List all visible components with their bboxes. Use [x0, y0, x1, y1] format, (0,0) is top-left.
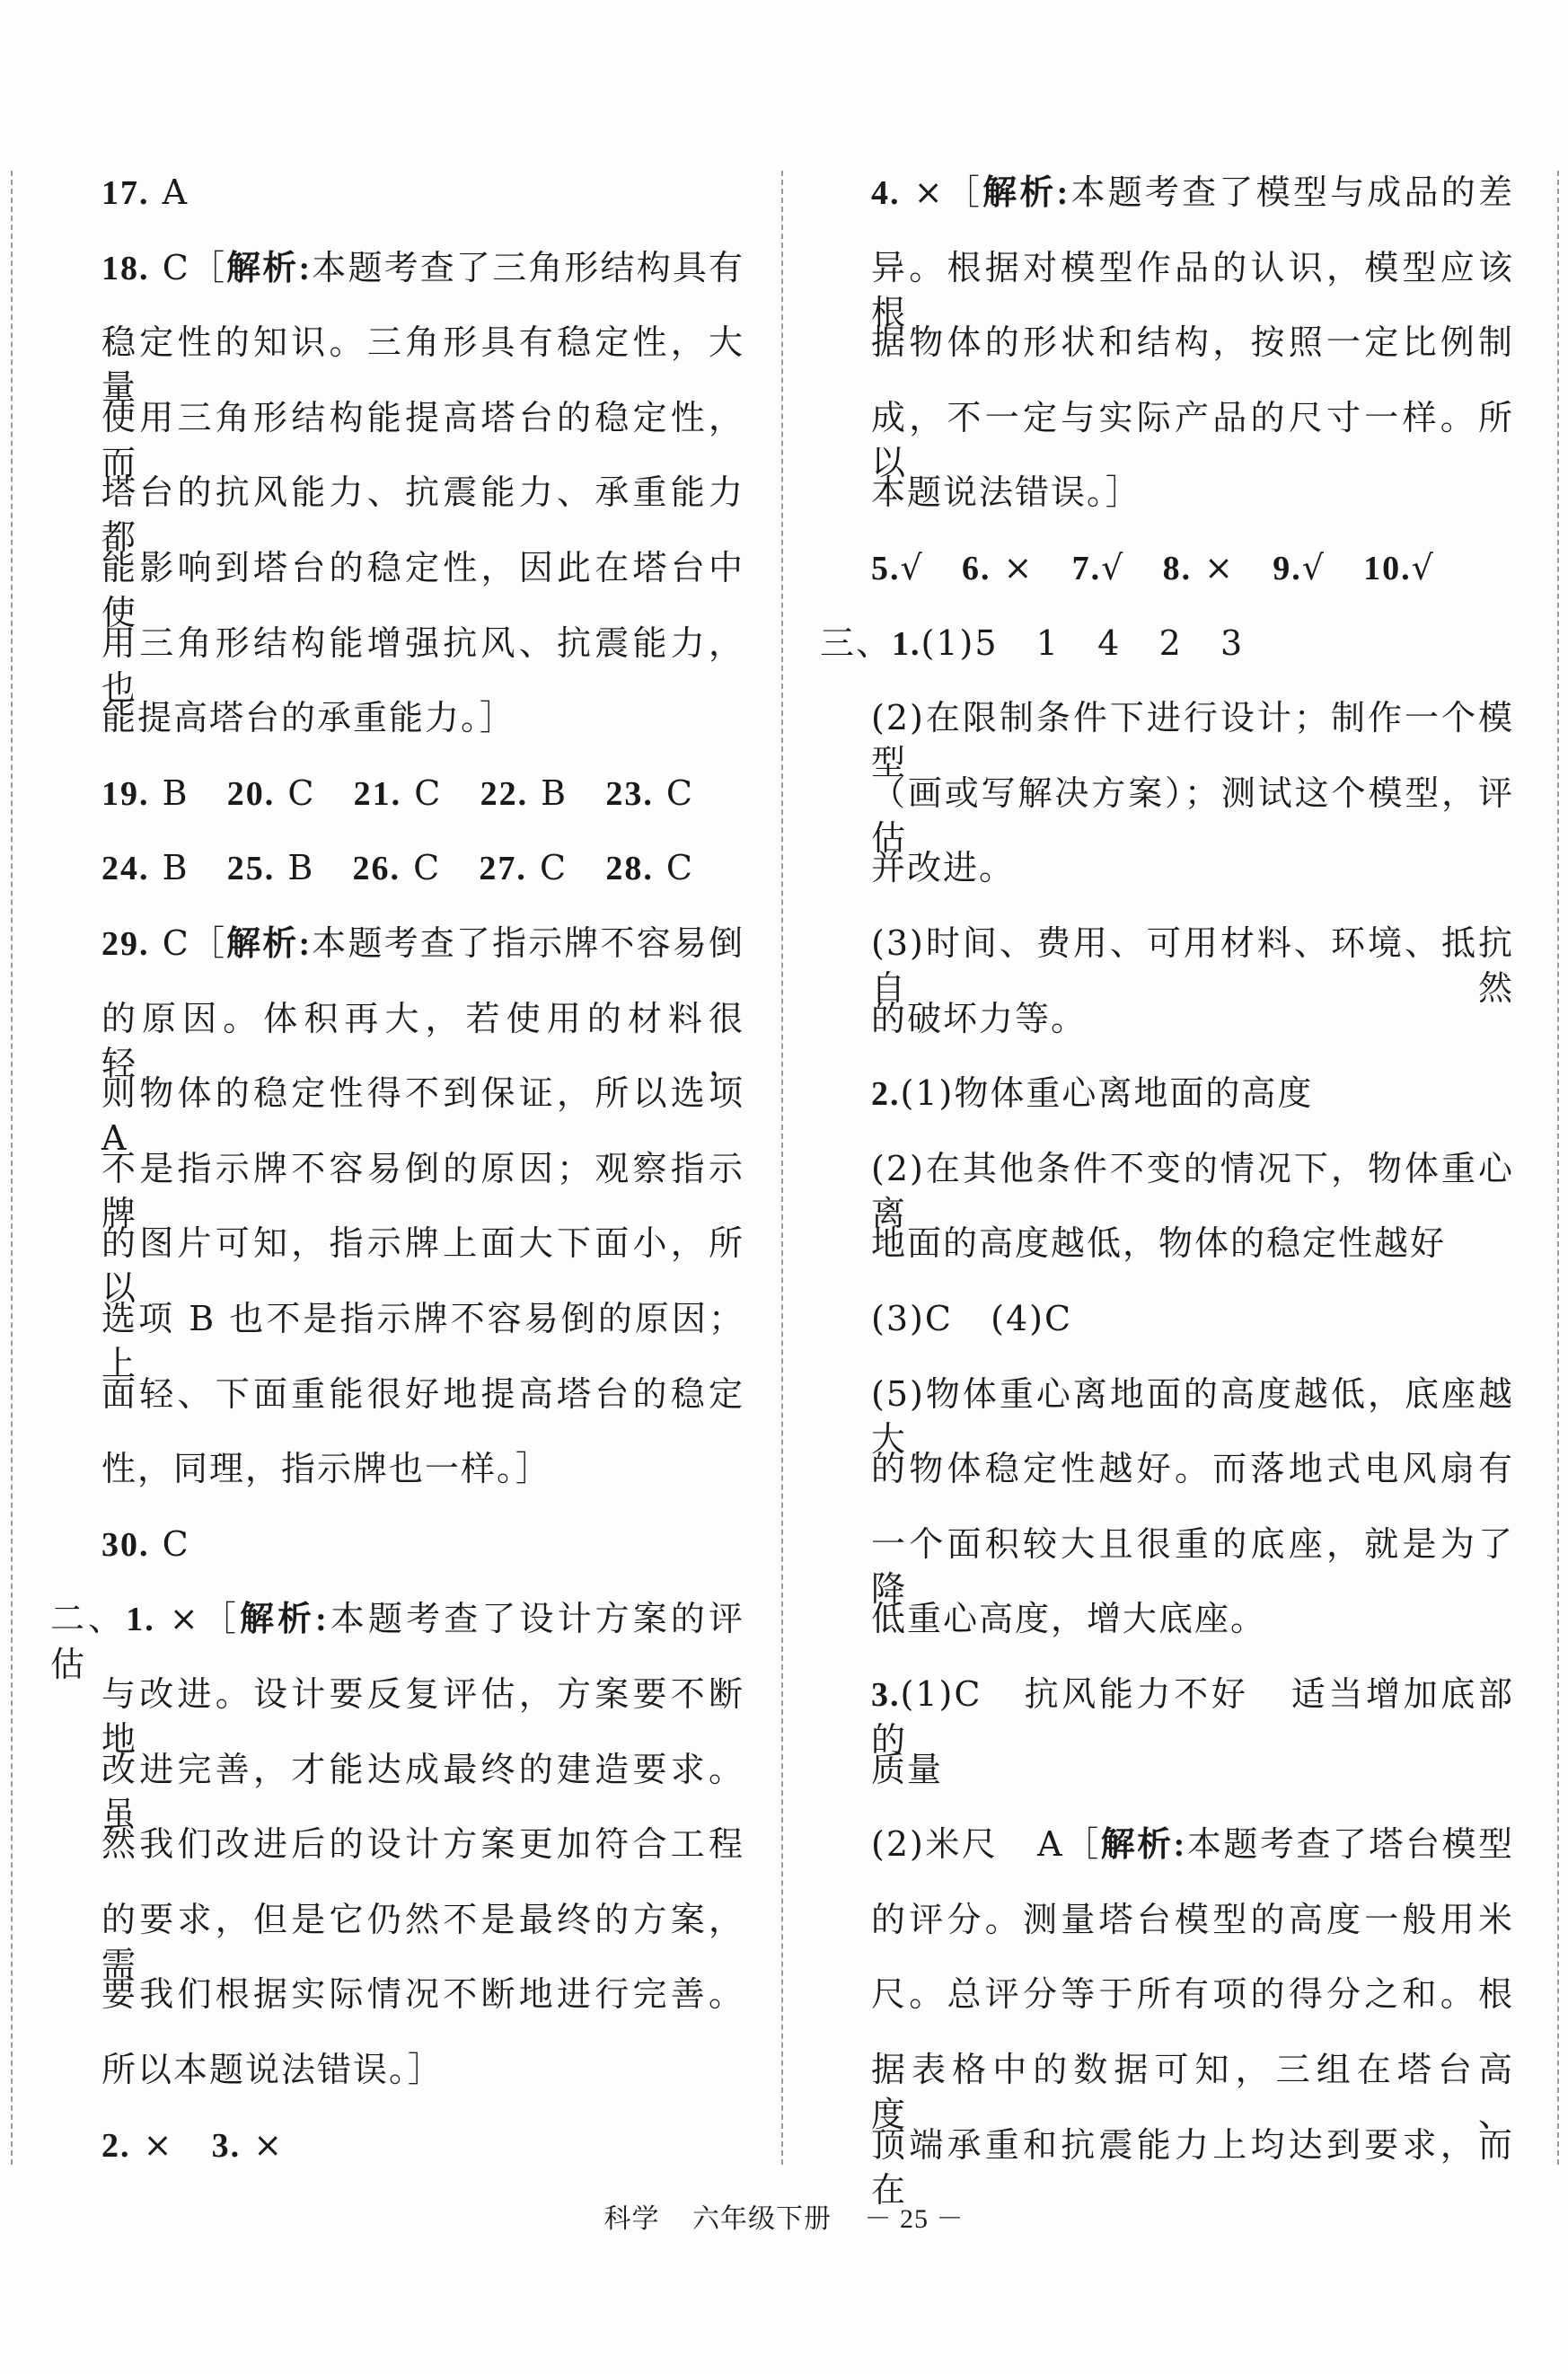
answer-text: × — [991, 548, 1072, 587]
answer-text: (2)米尺 A［ — [871, 1824, 1101, 1865]
answer-text: 一个面积较大且很重的底座，就是为了降 — [871, 1523, 1514, 1609]
answer-text: 使用三角形结构能提高塔台的稳定性，而 — [101, 397, 744, 482]
answer-line — [871, 695, 1514, 783]
answer-line — [101, 1972, 744, 2017]
answer-text: 低重心高度，增大底座。 — [871, 1599, 1267, 1639]
answer-line — [101, 1146, 744, 1233]
bold-label: 1. — [892, 624, 921, 663]
answer-line — [101, 695, 744, 740]
bold-label: 解析: — [226, 925, 313, 963]
answer-text: (5)物体重心离地面的高度越低，底座越大 — [871, 1373, 1514, 1459]
answer-line — [871, 1972, 1514, 2017]
answer-text: 二、 — [50, 1599, 127, 1639]
answer-line — [101, 1071, 758, 1159]
bold-label: 解析: — [239, 1601, 329, 1639]
answer-line — [871, 1747, 1514, 1792]
answer-text: 的破坏力等。 — [871, 998, 1088, 1038]
answer-text: 质量 — [871, 1749, 944, 1789]
answer-text: C — [149, 1523, 190, 1564]
answer-text: 的原因。体积再大，若使用的材料很轻， — [101, 998, 744, 1083]
bold-label: 30. — [101, 1525, 150, 1564]
bold-label: 3. — [211, 2126, 242, 2165]
bold-label: 28. — [605, 850, 654, 888]
answer-line — [871, 1146, 1514, 1233]
answer-line — [871, 2047, 1514, 2134]
answer-text: × — [130, 2124, 212, 2165]
answer-text: C — [653, 772, 694, 813]
answer-text: 塔台的抗风能力、抗震能力、承重能力都 — [101, 472, 744, 558]
answer-text: 然我们改进后的设计方案更加符合工程 — [101, 1824, 744, 1865]
answer-line — [871, 395, 1514, 482]
page-footer — [0, 2196, 1568, 2236]
answer-text: 改进完善，才能达成最终的建造要求。虽 — [101, 1749, 744, 1834]
answer-text: × — [241, 2124, 285, 2165]
bold-label: 7. — [1071, 550, 1102, 587]
answer-text: 与改进。设计要反复评估，方案要不断地 — [101, 1674, 744, 1759]
answer-text: 不是指示牌不容易倒的原因；观察指示牌 — [101, 1148, 744, 1233]
answer-line — [871, 245, 1514, 332]
answer-line — [871, 1071, 1514, 1116]
answer-text: ×［ — [900, 172, 983, 212]
answer-line — [101, 170, 744, 215]
answer-line — [101, 245, 744, 290]
answer-text: B — [275, 848, 353, 888]
answer-text: (1)物体重心离地面的高度 — [900, 1073, 1314, 1114]
answer-text: 要我们根据实际情况不断地进行完善。 — [101, 1974, 744, 2015]
answer-text: 稳定性的知识。三角形具有稳定性，大量 — [101, 322, 744, 408]
answer-text: (1)5 1 4 2 3 — [921, 622, 1245, 663]
answer-text: × — [1192, 548, 1273, 587]
answer-text: 的要求，但是它仍然不是最终的方案，需 — [101, 1899, 744, 1984]
answer-text: 能提高塔台的承重能力。］ — [101, 698, 516, 738]
footer-subject: 科学 — [603, 2204, 660, 2234]
answer-text: C — [526, 848, 606, 888]
left-margin-divider — [11, 171, 13, 2165]
answer-text: 本题考查了三角形结构具有 — [312, 247, 745, 287]
bold-label: 23. — [605, 774, 654, 813]
bold-label: 4. — [871, 174, 901, 212]
bold-label: 25. — [226, 850, 276, 888]
answer-text: √ — [1301, 548, 1364, 587]
answer-line — [871, 845, 1514, 890]
answer-line — [101, 320, 744, 408]
answer-line — [101, 1822, 744, 1867]
bold-label: 6. — [961, 550, 991, 587]
answer-text: 本题说法错误。］ — [871, 472, 1142, 513]
answer-text: 本题考查了设计方案的评估 — [50, 1599, 744, 1685]
answer-line — [101, 1897, 744, 1984]
answer-text: (1)C 抗风能力不好 适当增加底部的 — [871, 1674, 1514, 1760]
answer-text: ×［ — [154, 1599, 240, 1639]
answer-line — [871, 320, 1514, 365]
answer-text: 据表格中的数据可知，三组在塔台高度、 — [871, 2050, 1514, 2134]
bold-label: 17. — [101, 174, 150, 212]
answer-text: 地面的高度越低，物体的稳定性越好 — [871, 1223, 1447, 1264]
answer-text: √ — [1411, 548, 1435, 587]
answer-line — [101, 2122, 744, 2167]
answer-line — [871, 1522, 1514, 1609]
answer-text: C — [401, 848, 480, 888]
answer-text: C — [653, 848, 694, 888]
bold-label: 1. — [126, 1601, 155, 1639]
answer-line — [871, 1672, 1514, 1760]
answer-text: (2)在限制条件下进行设计；制作一个模型 — [871, 698, 1514, 783]
answer-text: 的评分。测量塔台模型的高度一般用米 — [871, 1899, 1514, 1939]
answer-line — [101, 1672, 744, 1759]
answer-line — [101, 621, 744, 708]
answer-text: 用三角形结构能增强抗风、抗震能力，也 — [101, 622, 744, 708]
answer-text: √ — [1101, 548, 1163, 587]
answer-text: 本题考查了模型与成品的差 — [1070, 172, 1514, 212]
answer-text: 顶端承重和抗震能力上均达到要求，而在 — [871, 2124, 1514, 2210]
answer-line — [871, 1897, 1514, 1942]
answer-text: 所以本题说法错误。］ — [101, 2050, 445, 2089]
column-divider — [781, 171, 783, 2165]
answer-text: 异。根据对模型作品的认识，模型应该根 — [871, 247, 1514, 332]
bold-label: 10. — [1363, 550, 1412, 587]
answer-line — [871, 1296, 1514, 1341]
answer-text: 能影响到塔台的稳定性，因此在塔台中使 — [101, 548, 744, 632]
answer-line — [101, 1372, 744, 1416]
answer-line — [101, 470, 744, 558]
answer-line — [820, 621, 1514, 666]
bold-label: 26. — [352, 850, 401, 888]
bold-label: 3. — [871, 1676, 901, 1714]
answer-line — [871, 1372, 1514, 1459]
answer-line — [871, 170, 1514, 215]
right-margin-divider — [1557, 171, 1559, 2165]
answer-text: C［ — [149, 247, 227, 287]
answer-text: 并改进。 — [871, 848, 1016, 888]
answer-text: √ — [900, 548, 962, 587]
answer-text: 尺。总评分等于所有项的得分之和。根 — [871, 1974, 1514, 2015]
answer-line — [101, 771, 744, 816]
answer-line — [101, 2047, 744, 2092]
answer-line — [101, 845, 744, 890]
answer-text: 本题考查了指示牌不容易倒 — [312, 923, 745, 963]
answer-text: 的图片可知，指示牌上面大下面小，所以 — [101, 1223, 744, 1309]
answer-line — [871, 545, 1514, 590]
answer-text: (3)C (4)C — [871, 1299, 1073, 1338]
answer-line — [101, 1522, 744, 1566]
answer-line — [871, 921, 1514, 1008]
answer-text: C — [275, 772, 354, 813]
answer-line — [101, 921, 744, 966]
answer-text: C — [401, 772, 480, 813]
answer-line — [871, 771, 1514, 858]
page-number: － 25 － — [864, 2204, 965, 2234]
bold-label: 解析: — [982, 174, 1070, 212]
answer-text: 面轻、下面重能很好地提高塔台的稳定 — [101, 1373, 744, 1414]
answer-line — [871, 2122, 1514, 2210]
answer-text: 本题考查了塔台模型 — [1186, 1824, 1514, 1865]
answer-text: B — [149, 848, 227, 888]
bold-label: 20. — [226, 774, 276, 813]
answer-text: 成，不一定与实际产品的尺寸一样。所以 — [871, 397, 1514, 482]
answer-text: A — [149, 172, 189, 212]
answer-line — [871, 1221, 1514, 1266]
answer-text: 选项 B 也不是指示牌不容易倒的原因；上 — [101, 1299, 744, 1383]
answer-text: 据物体的形状和结构，按照一定比例制 — [871, 322, 1514, 363]
answer-line — [871, 1596, 1514, 1641]
answer-line — [101, 1221, 744, 1309]
answer-line — [101, 1446, 744, 1491]
answer-line — [871, 470, 1514, 515]
answer-line — [101, 395, 744, 482]
answer-line — [871, 1822, 1514, 1867]
footer-grade: 六年级下册 — [692, 2204, 832, 2234]
answer-text: 性，同理，指示牌也一样。］ — [101, 1449, 552, 1489]
answer-text: 三、 — [820, 622, 893, 663]
bold-label: 9. — [1273, 550, 1302, 587]
answer-text: B — [149, 772, 227, 813]
bold-label: 5. — [871, 550, 901, 587]
answer-text: (2)在其他条件不变的情况下，物体重心离 — [871, 1148, 1514, 1233]
answer-text: 则物体的稳定性得不到保证，所以选项 A — [101, 1073, 758, 1159]
bold-label: 18. — [101, 249, 150, 287]
bold-label: 8. — [1162, 550, 1193, 587]
answer-line — [871, 1446, 1514, 1491]
bold-label: 29. — [101, 925, 150, 963]
answer-line — [101, 1747, 744, 1834]
bold-label: 2. — [101, 2126, 131, 2165]
answer-text: C［ — [149, 923, 227, 963]
bold-label: 19. — [101, 774, 150, 813]
bold-label: 21. — [353, 774, 402, 813]
answer-line — [871, 996, 1514, 1041]
bold-label: 22. — [480, 774, 529, 813]
answer-line — [101, 545, 744, 632]
bold-label: 解析: — [1100, 1826, 1187, 1865]
answer-text: 的物体稳定性越好。而落地式电风扇有 — [871, 1449, 1514, 1489]
bold-label: 解析: — [226, 249, 313, 287]
bold-label: 24. — [101, 850, 150, 888]
answer-line — [50, 1596, 744, 1685]
answer-text: （画或写解决方案）；测试这个模型，评估 — [871, 772, 1514, 858]
answer-text: (3)时间、费用、可用材料、环境、抵抗自然 — [871, 923, 1514, 1008]
answer-text: B — [528, 772, 606, 813]
answer-line — [101, 1296, 744, 1383]
bold-label: 27. — [479, 850, 527, 888]
bold-label: 2. — [871, 1075, 901, 1114]
answer-line — [101, 996, 744, 1083]
